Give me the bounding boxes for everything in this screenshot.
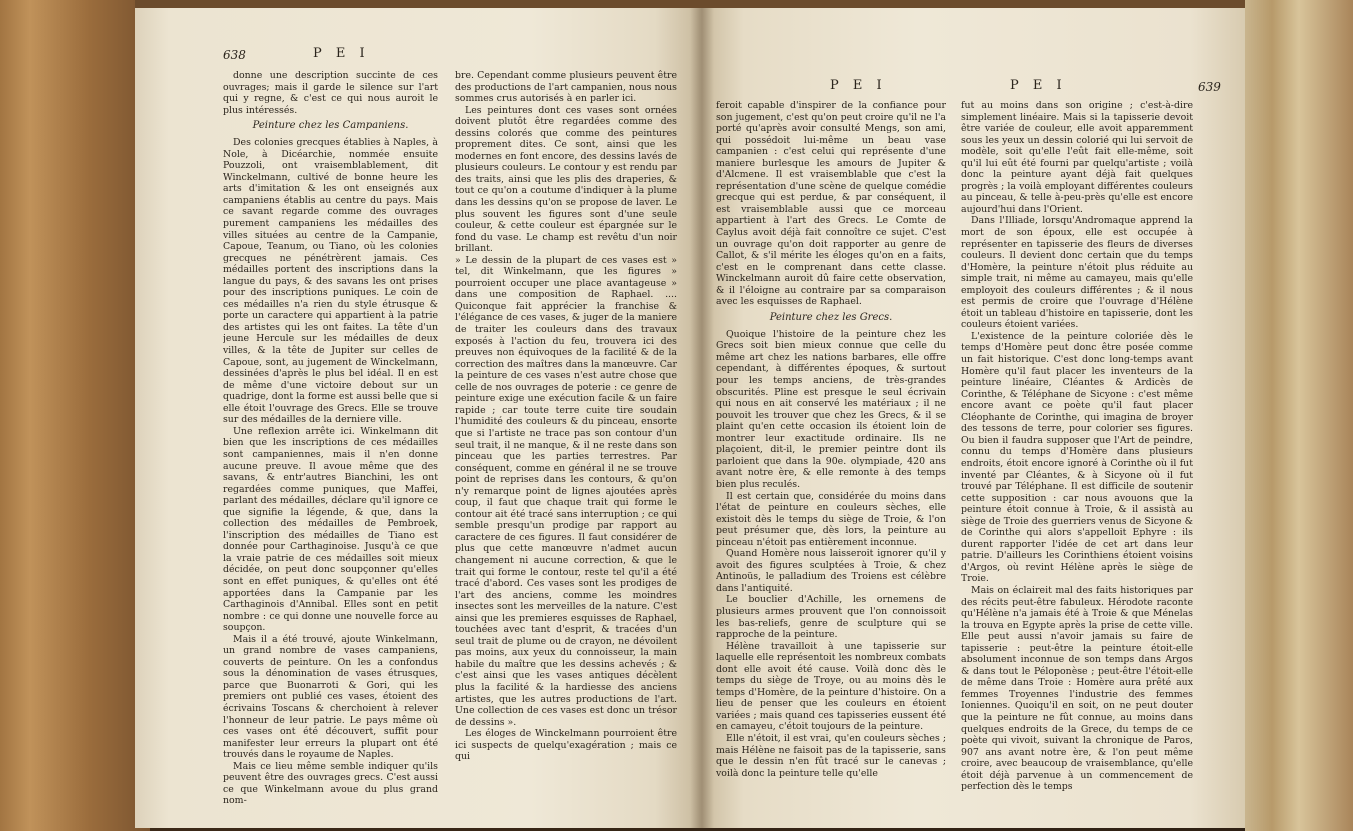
right-page bbox=[700, 8, 1245, 828]
paragraph: Mais ce lieu même semble indiquer qu'ils peuvent être des ouvrages grecs. C'est aussi ce que Winkelmann avoue du plus grand nom- bbox=[223, 760, 438, 807]
paragraph: feroit capable d'inspirer de la confiance pour son jugement, c'est qu'on peut croire qu'il ne l'a porté qu'après avoir consulté Mengs, son ami, qui possédoit lui-même un beau vase campanien : c'est celui qui représente d'une maniere burlesque les amours de Jupiter & d'Alcmene. Il est vraisemblable que c'est la représentation d'une scène de quelque comédie grecque qui est perdue, & par conséquent, il est vraisemblable aussi que ce morceau appartient à l'art des Grecs. Le Comte de Caylus avoit déjà fait connoître ce sujet. C'est un ouvrage qu'on doit rapporter au genre de Callot, & s'il mérite les éloges qu'on en a faits, c'est en le comprenant dans cette classe. Winckelmann auroit dû faire cette observation, & il l'éloigne au contraire par sa comparaison avec les esquisses de Raphael. bbox=[716, 100, 946, 308]
section-heading: Peinture chez les Campaniens. bbox=[252, 120, 409, 132]
paragraph: Le bouclier d'Achille, les ornemens de plusieurs armes prouvent que l'on connoissoit les bas-reliefs, genre de sculpture qui se rapproche de la peinture. bbox=[716, 594, 946, 641]
right-page-number: 639 bbox=[1198, 80, 1221, 94]
right-running-head-left: P E I bbox=[830, 78, 887, 93]
left-page-edges bbox=[0, 0, 150, 831]
paragraph: Mais on éclaireit mal des faits historiques par des récits peut-être fabuleux. Hérodote raconte qu'Hélène n'a jamais été à Troie & que Ménelas la trouva en Egypte après la prise de cette ville. Elle peut aussi n'avoir jamais su faire de tapisserie : peut-être la peinture étoit-elle absolument inconnue de son temps dans Argos & dans tout le Péloponèse ; peut-être l'étoit-elle de même dans Troie : Homère aura prêté aux femmes Troyennes l'industrie des femmes Ioniennes. Quoiqu'il en soit, on ne peut douter que la peinture ne fût connue, au moins dans quelques endroits de la Grece, du temps de ce poète qui vivoit, suivant la chronique de Paros, 907 ans avant notre ère, & l'on peut même croire, avec beaucoup de vraisemblance, qu'elle étoit déjà parvenue à un commencement de perfection dès le temps bbox=[961, 584, 1193, 793]
left-running-head: P E I bbox=[313, 46, 370, 61]
left-page-number: 638 bbox=[223, 48, 246, 62]
right-column-2 bbox=[961, 100, 1193, 828]
paragraph: Les peintures dont ces vases sont ornées doivent plutôt être regardées comme des dessins colorés que comme des peintures proprement dites. Ce sont, ainsi que les modernes en font encore, des dessins lavés de plusieurs couleurs. Le contour y est rendu par des traits, ainsi que les plis des draperies, & tout ce qu'on a coutume d'indiquer à la plume dans les dessins qu'on se propose de laver. Le plus souvent les figures sont d'une seule couleur, & cette couleur est épargnée sur le fond du vase. Le champ est revêtu d'un noir brillant. bbox=[455, 104, 677, 255]
paragraph: Il est certain que, considérée du moins dans l'état de peinture en couleurs sèches, elle existoit dès le temps du siège de Troie, & l'on peut présumer que, dès lors, la peinture au pinceau n'étoit pas entièrement inconnue. bbox=[716, 490, 946, 548]
paragraph: bre. Cependant comme plusieurs peuvent être des productions de l'art campanien, nous nous sommes crus autorisés à en parler ici. bbox=[455, 70, 677, 105]
right-running-head-right: P E I bbox=[1010, 78, 1067, 93]
left-page bbox=[135, 8, 700, 828]
paragraph: Quand Homère nous laisseroit ignorer qu'il y avoit des figures sculptées à Troie, & chez Antinoüs, le palladium des Troiens est célèbre dans l'antiquité. bbox=[716, 548, 946, 594]
paragraph: Une reflexion arrête ici. Winkelmann dit bien que les inscriptions de ces médailles sont campaniennes, mais il n'en donne aucune preuve. Il avoue même que des savans, & entr'autres Bianchini, les ont regardées comme puniques, que Maffei, parlant des médailles, déclare qu'il ignore ce que signifie la légende, & que, dans la collection des médailles de Pembroek, l'inscription des médailles de Tiano est donnée pour Carthaginoise. Jusqu'à ce que la vraie patrie de ces médailles soit mieux décidée, on peut donc soupçonner qu'elles sont en effet puniques, & qu'elles ont été apportées dans la Campanie par les Carthaginois d'Annibal. Elles sont en petit nombre : ce qui donne une nouvelle force au soupçon. bbox=[223, 425, 438, 634]
paragraph: Les éloges de Winckelmann pourroient être ici suspects de quelqu'exagération ; mais ce qui bbox=[455, 728, 677, 763]
paragraph: L'existence de la peinture coloriée dès le temps d'Homère peut donc être posée comme un fait historique. C'est donc long-temps avant Homère qu'il faut placer les inventeurs de la peinture linéaire, Cléantes & Ardicès de Corinthe, & Téléphane de Sicyone : c'est même encore avant ce poète qu'il faut placer Cléophante de Corinthe, qui imagina de broyer des tessons de terre, pour colorier ses figures. Ou bien il faudra supposer que l'Art de peindre, connu du temps d'Homère dans plusieurs endroits, étoit encore ignoré à Corinthe où il fut inventé par Cléantes, & à Sicyone où il fut trouvé par Téléphane. Il est difficile de soutenir cette supposition : car nous avouons que la peinture étoit connue à Troie, & il assistà au siège de Troie des guerriers venus de Sicyone & de Corinthe qui alors s'appelloit Ephyre : ils durent rapporter l'idée de cet art dans leur patrie. D'ailleurs les Corinthiens étoient voisins d'Argos, où revint Hélène après le siège de Troie. bbox=[961, 330, 1193, 585]
paragraph: Mais il a été trouvé, ajoute Winkelmann, un grand nombre de vases campaniens, couverts de peinture. On les a confondus sous la dénomination de vases étrusques, parce que Buonarroti & Gori, qui les premiers ont publié ces vases, étoient des écrivains Toscans & cherchoient à relever l'honneur de leur patrie. Le pays même où ces vases ont été découvert, suffit pour manifester leur erreurs la plupart ont été trouvés dans le royaume de Naples. bbox=[223, 633, 438, 761]
paragraph: Elle n'étoit, il est vrai, qu'en couleurs sèches ; mais Hélène ne faisoit pas de la tapisserie, sans que le dessin n'en fût tracé sur le canevas ; voilà donc la peinture telle qu'elle bbox=[716, 732, 946, 779]
paragraph: Dans l'Illiade, lorsqu'Andromaque apprend la mort de son époux, elle est occupée à représenter en tapisserie des fleurs de diverses couleurs. Il devient donc certain que du temps d'Homère, la peinture n'étoit plus réduite au simple trait, ni même au camayeu, mais qu'elle employoit des couleurs différentes ; & il nous est permis de croire que l'ouvrage d'Hélène étoit un tableau d'histoire en tapisserie, dont les couleurs étoient variées. bbox=[961, 215, 1193, 331]
paragraph: » Le dessin de la plupart de ces vases est » tel, dit Winkelmann, que les figures » pourroient occuper une place avantageuse » dans une composition de Raphael. .... Quiconque fait apprécier la franchise & l'élégance de ces vases, & juger de la maniere de traiter les couleurs dans des travaux exposés à l'action du feu, trouvera ici des preuves non équivoques de la facilité & de la correction des maîtres dans la manœuvre. Car la peinture de ces vases n'est autre chose que celle de nos ouvrages de poterie : ce genre de peinture exige une exécution facile & un faire rapide ; car toute terre cuite tire soudain l'humidité des couleurs & du pinceau, ensorte que si l'artiste ne trace pas son contour d'un seul trait, il ne manque, & il ne reste dans son pinceau que les parties terrestres. Par conséquent, comme en général il ne se trouve point de reprises dans les contours, & qu'on n'y remarque point de lignes ajoutées après coup, il faut que chaque trait qui forme le contour ait été tracé sans interruption ; ce qui semble presqu'un prodige par rapport au caractere de ces figures. Il faut considérer de plus que cette manœuvre n'admet aucun changement ni aucune correction, & que le trait qui forme le contour, reste tel qu'il a été tracé d'abord. Ces vases sont les prodiges de l'art des anciens, comme les moindres insectes sont les merveilles de la nature. C'est ainsi que les premieres esquisses de Raphael, touchées avec tant d'esprit, & tracées d'un seul trait de plume ou de crayon, ne dévoilent pas moins, aux yeux du connoisseur, la main habile du maître que les dessins achevés ; & c'est ainsi que les vases antiques décèlent plus la facilité & la hardiesse des anciens artistes, que les autres productions de l'art. Une collection de ces vases est donc un trésor de dessins ». bbox=[455, 254, 677, 728]
right-page-edges bbox=[1245, 0, 1353, 831]
paragraph: Des colonies grecques établies à Naples, à Nole, à Dicéarchie, nommée ensuite Pouzzoli, ont vraisemblablement, dit Winckelmann, cultivé de bonne heure les arts d'imitation & les ont enseignés aux campaniens établis au centre du pays. Mais ce savant regarde comme des ouvrages purement campaniens les médailles des villes situées au centre de la Campanie, Capoue, Teanum, ou Tiano, où les colonies grecques ne pénétrèrent jamais. Ces médailles portent des inscriptions dans la langue du pays, & des savans les ont prises pour des inscriptions puniques. Le coin de ces médailles n'a rien du style étrusque & porte un caractere qui appartient à la patrie des artistes qui les ont faites. La tête d'un jeune Hercule sur les médailles de deux villes, & la tête de Jupiter sur celles de Capoue, sont, au jugement de Winckelmann, dessinées d'après le plus bel idéal. Il en est de même d'une victoire debout sur un quadrige, dont la forme est aussi belle que si elle étoit l'ouvrage des Grecs. Elle se trouve sur des médailles de la derniere ville. bbox=[223, 137, 438, 426]
left-column-1 bbox=[223, 70, 438, 828]
paragraph: Quoique l'histoire de la peinture chez les Grecs soit bien mieux connue que celle du même art chez les nations barbares, elle offre cependant, à différentes époques, & surtout pour les temps anciens, de très-grandes obscurités. Pline est presque le seul écrivain qui nous en ait conservé les matériaux ; il ne pouvoit les trouver que chez les Grecs, & il se plaint qu'en cette occasion ils étoient loin de montrer leur exactitude ordinaire. Ils ne plaçoient, dit-il, le premier peintre dont ils parloient que dans la 90e. olympiade, 420 ans avant notre ère, & elle remonte à des temps bien plus reculés. bbox=[716, 328, 946, 490]
book-gutter bbox=[690, 8, 714, 828]
paragraph: fut au moins dans son origine ; c'est-à-dire simplement linéaire. Mais si la tapisserie devoit être variée de couleur, elle avoit apparemment sous les yeux un dessin colorié qui lui servoit de modèle, soit qu'elle l'eût fait elle-même, soit qu'il lui eût été fourni par quelqu'artiste ; voilà donc la peinture ayant déjà fait quelques progrès ; la voilà employant différentes couleurs au pinceau, & telle à-peu-près qu'elle est encore aujourd'hui dans l'Orient. bbox=[961, 100, 1193, 215]
section-heading: Peinture chez les Grecs. bbox=[769, 311, 893, 323]
right-column-1 bbox=[716, 100, 946, 828]
paragraph: donne une description succinte de ces ouvrages; mais il garde le silence sur l'art qui y regne, & c'est ce qui nous auroit le plus intéressés. bbox=[223, 70, 438, 116]
left-column-2 bbox=[455, 70, 677, 828]
paragraph: Hélène travailloit à une tapisserie sur laquelle elle représentoit les nombreux combats dont elle avoit été cause. Voilà donc dès le temps du siège de Troye, ou au moins dès le temps d'Homère, de la peinture d'histoire. On a lieu de penser que les couleurs en étoient variées ; mais quand ces tapisseries eussent été en camayeu, c'étoit toujours de la peinture. bbox=[716, 640, 946, 733]
